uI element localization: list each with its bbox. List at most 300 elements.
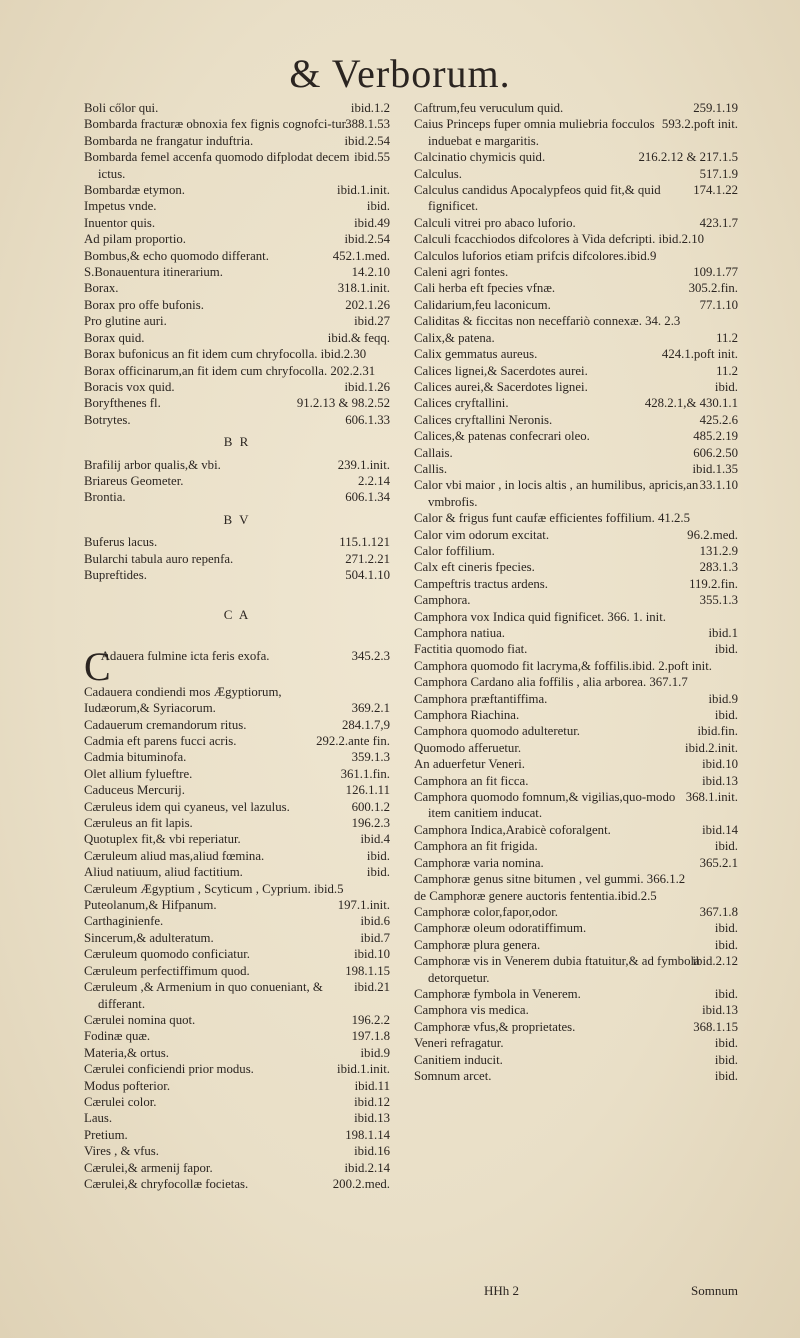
entry-reference: 305.2.fin. <box>688 281 738 296</box>
entry-reference: ibid.9 <box>708 691 738 706</box>
entry-reference: 174.1.22 <box>693 183 738 198</box>
index-entry <box>84 1028 390 1044</box>
right-column <box>414 100 738 1084</box>
entry-text: Borax quid. <box>84 330 145 345</box>
entry-reference: ibid. <box>366 848 390 863</box>
index-entry <box>84 643 390 689</box>
index-entry <box>84 897 390 913</box>
entry-text: Laus. <box>84 1111 113 1126</box>
entry-reference: 359.1.3 <box>351 750 390 765</box>
entry-text: Calix,& patena. <box>414 330 495 345</box>
entry-reference: 239.1.init. <box>337 457 390 472</box>
entry-text: Camphora an fit frigida. <box>414 839 538 854</box>
index-entry <box>414 116 738 149</box>
index-entry <box>414 559 738 575</box>
index-entry <box>84 1160 390 1176</box>
entry-text: Ad pilam proportio. <box>84 232 187 247</box>
index-entry <box>414 346 738 362</box>
entry-reference: ibid.4 <box>360 832 390 847</box>
entry-reference: ibid. <box>714 708 738 723</box>
index-entry <box>414 658 738 674</box>
entry-text: Adauera fulmine icta feris exofa. <box>100 648 270 663</box>
section-heading-bv: B V <box>223 511 251 527</box>
entry-text: Camphoræ plura genera. <box>414 937 541 952</box>
entry-reference: ibid.13 <box>354 1111 390 1126</box>
index-entry <box>84 1045 390 1061</box>
index-entry <box>84 133 390 149</box>
index-entry <box>414 953 738 986</box>
entry-text: Boryfthenes fl. <box>84 396 161 411</box>
index-entry <box>414 888 738 904</box>
entry-text: Cærulei conficiendi prior modus. <box>84 1062 254 1077</box>
entry-text: Camphora an fit ficca. <box>414 773 529 788</box>
index-entry <box>84 831 390 847</box>
entry-text: Factitia quomodo fiat. <box>414 642 528 657</box>
entry-reference: ibid.49 <box>354 215 390 230</box>
entry-text: Bombarda femel accenfa quomodo difplodat decem ictus. <box>84 150 350 181</box>
entry-reference: 606.2.50 <box>693 445 738 460</box>
entry-reference: 504.1.10 <box>345 567 390 582</box>
entry-text: Camphora quomodo adulteretur. <box>414 724 580 739</box>
index-entry <box>84 1143 390 1159</box>
entry-text: Modus pofterior. <box>84 1078 171 1093</box>
entry-reference: 115.1.121 <box>339 535 390 550</box>
entry-text: Bupreftides. <box>84 567 147 582</box>
entry-reference: ibid.2.init. <box>685 740 738 755</box>
entry-text: Calices cryftallini Neronis. <box>414 412 553 427</box>
entry-reference: ibid.9 <box>360 1045 390 1060</box>
entry-text: Campeftris tractus ardens. <box>414 576 548 591</box>
entry-reference: ibid.1.26 <box>344 379 390 394</box>
entry-reference: 196.2.2 <box>351 1012 390 1027</box>
entry-text: Camphora præftantiffima. <box>414 691 548 706</box>
entry-text: Cæruleum ,& Armenium in quo conueniant, & differant. <box>84 980 323 1011</box>
entry-reference: 345.2.3 <box>351 648 390 663</box>
entry-text: Camphoræ vfus,& proprietates. <box>414 1019 576 1034</box>
entry-reference: ibid.7 <box>360 930 390 945</box>
index-entry <box>84 864 390 880</box>
entry-reference: ibid. <box>714 986 738 1001</box>
entry-text: Camphora quomodo fit lacryma,& foffilis.ibid. 2.poft init. <box>414 658 712 673</box>
entry-text: Cali herba eft fpecies vfnæ. <box>414 281 556 296</box>
index-entry <box>84 330 390 346</box>
entry-text: Calculi vitrei pro abaco luforio. <box>414 215 576 230</box>
index-entry <box>414 264 738 280</box>
index-entry <box>414 395 738 411</box>
index-entry <box>414 789 738 822</box>
entry-text: Briareus Geometer. <box>84 473 184 488</box>
entry-text: Camphora Cardano alia foffilis , alia arborea. 367.1.7 <box>414 675 688 690</box>
index-entry <box>84 149 390 182</box>
index-entry <box>84 1127 390 1143</box>
entry-text: Somnum arcet. <box>414 1068 492 1083</box>
index-entry <box>84 733 390 749</box>
entry-text: Camphoræ color,fapor,odor. <box>414 904 558 919</box>
entry-text: Sincerum,& adulteratum. <box>84 930 214 945</box>
entry-reference: ibid. <box>714 937 738 952</box>
index-entry <box>414 920 738 936</box>
index-entry <box>84 551 390 567</box>
entry-reference: ibid.10 <box>702 757 738 772</box>
entry-text: Aliud natiuum, aliud factitium. <box>84 865 243 880</box>
entry-reference: 91.2.13 & 98.2.52 <box>296 396 390 411</box>
entry-text: Cærulei,& armenij fapor. <box>84 1160 213 1175</box>
index-entry <box>84 1094 390 1110</box>
entry-reference: ibid.6 <box>360 914 390 929</box>
entry-reference: 369.2.1 <box>351 701 390 716</box>
index-entry <box>414 1052 738 1068</box>
entry-text: Bombarda ne frangatur induftria. <box>84 133 254 148</box>
entry-text: Bularchi tabula auro repenfa. <box>84 551 234 566</box>
entry-reference: ibid.2.54 <box>344 232 390 247</box>
index-entry <box>414 461 738 477</box>
entry-text: Borax officinarum,an fit idem cum chryfocolla. 202.2.31 <box>84 363 376 378</box>
index-entry <box>84 913 390 929</box>
entry-reference: ibid. <box>366 865 390 880</box>
entry-reference: 452.1.med. <box>332 248 390 263</box>
entry-text: Olet allium fylueftre. <box>84 766 193 781</box>
index-entry <box>84 363 390 379</box>
index-entry <box>84 930 390 946</box>
entry-reference: ibid.1 <box>708 626 738 640</box>
entry-text: Buferus lacus. <box>84 535 158 550</box>
entry-reference: 367.1.8 <box>699 904 738 919</box>
entry-text: Cadauerum cremandorum ritus. <box>84 717 247 732</box>
entry-text: Camphora quomodo fomnum,& vigilias,quo-modo item canitiem inducat. <box>414 790 676 821</box>
index-entry <box>84 1078 390 1094</box>
entry-reference: ibid. <box>714 642 738 657</box>
index-entry <box>84 749 390 765</box>
entry-text: Camphoræ oleum odoratiffimum. <box>414 921 587 936</box>
index-entry <box>84 231 390 247</box>
entry-text: Inuentor quis. <box>84 215 156 230</box>
index-entry <box>84 412 390 428</box>
entry-text: Camphora vis medica. <box>414 1003 529 1018</box>
index-entry <box>414 691 738 707</box>
entry-text: Fodinæ quæ. <box>84 1029 151 1044</box>
entry-reference: ibid.16 <box>354 1144 390 1159</box>
entry-reference: 593.2.poft init. <box>661 117 738 132</box>
entry-text: Camphoræ fymbola in Venerem. <box>414 986 581 1001</box>
entry-text: Calcinatio chymicis quid. <box>414 150 546 165</box>
entry-reference: 368.1.15 <box>693 1019 738 1034</box>
index-entry <box>414 100 738 116</box>
entry-text: Pro glutine auri. <box>84 314 167 329</box>
entry-reference: ibid. <box>366 199 390 214</box>
entry-text: Camphora vox Indica quid fignificet. 366. 1. init. <box>414 609 666 624</box>
entry-reference: ibid.1.2 <box>350 101 390 115</box>
entry-text: Cæruleum perfectiffimum quod. <box>84 963 250 978</box>
entry-reference: ibid. <box>714 921 738 936</box>
entry-text: Cæruleus idem qui cyaneus, vel lazulus. <box>84 799 290 814</box>
entry-reference: 318.1.init. <box>337 281 390 296</box>
index-entry <box>414 625 738 641</box>
left-block-1 <box>84 100 390 428</box>
entry-text: de Camphoræ genere auctoris fententia.ibid.2.5 <box>414 888 657 903</box>
index-entry <box>414 871 738 887</box>
entry-text: Calices lignei,& Sacerdotes aurei. <box>414 363 588 378</box>
entry-reference: 200.2.med. <box>332 1176 390 1191</box>
entry-text: Cadmia eft parens fucci acris. <box>84 734 237 748</box>
index-entry <box>84 1110 390 1126</box>
entry-text: Canitiem inducit. <box>414 1052 503 1067</box>
index-entry <box>414 215 738 231</box>
index-entry <box>84 567 390 583</box>
spacer <box>84 630 390 648</box>
entry-text: S.Bonauentura itinerarium. <box>84 265 223 280</box>
entry-reference: ibid.12 <box>354 1094 390 1109</box>
entry-text: Camphora natiua. <box>414 626 505 640</box>
entry-text: Cærulei color. <box>84 1094 157 1109</box>
entry-reference: ibid.13 <box>702 1003 738 1018</box>
entry-text: Brontia. <box>84 490 126 505</box>
index-entry <box>84 489 390 505</box>
entry-text: Calor foffilium. <box>414 543 495 558</box>
index-entry <box>84 815 390 831</box>
entry-reference: 365.2.1 <box>699 855 738 870</box>
entry-text: Carthaginienfe. <box>84 914 164 929</box>
index-entry <box>84 881 390 897</box>
left-block-ca <box>84 643 390 1193</box>
index-entry <box>84 946 390 962</box>
entry-text: Bombus,& echo quomodo differant. <box>84 248 269 263</box>
entry-reference: ibid.21 <box>354 980 390 995</box>
entry-text: Calices cryftallini. <box>414 396 509 411</box>
catchword: Somnum <box>691 1283 738 1298</box>
entry-reference: 202.1.26 <box>345 297 390 312</box>
entry-reference: ibid.1.init. <box>337 1062 390 1077</box>
entry-text: Bombardæ etymon. <box>84 183 185 198</box>
entry-reference: 292.2.ante fin. <box>316 734 390 748</box>
entry-text: Calidarium,feu laconicum. <box>414 297 551 312</box>
entry-reference: 196.2.3 <box>351 816 390 831</box>
index-entry <box>414 723 738 739</box>
index-entry <box>84 700 390 716</box>
entry-reference: 606.1.34 <box>345 490 390 505</box>
entry-text: Cæruleum quomodo conficiatur. <box>84 947 250 962</box>
entry-reference: ibid. <box>714 1052 738 1067</box>
entry-text: Puteolanum,& Hifpanum. <box>84 898 217 913</box>
entry-reference: ibid. <box>714 1068 738 1083</box>
entry-reference: 425.2.6 <box>699 412 738 427</box>
entry-reference: ibid.& feqq. <box>327 330 390 345</box>
index-entry <box>414 510 738 526</box>
entry-reference: 109.1.77 <box>693 265 738 280</box>
entry-text: Borax pro offe bufonis. <box>84 297 204 312</box>
entry-reference: 423.1.7 <box>699 215 738 230</box>
entry-reference: ibid. <box>714 839 738 854</box>
entry-reference: 368.1.init. <box>685 790 738 805</box>
entry-text: Calx eft cineris fpecies. <box>414 560 535 575</box>
index-entry <box>414 838 738 854</box>
entry-text: Borax bufonicus an fit idem cum chryfocolla. ibid.2.30 <box>84 347 367 362</box>
entry-reference: 119.2.fin. <box>689 576 738 591</box>
entry-text: Calices,& patenas confecrari oleo. <box>414 429 590 444</box>
index-entry <box>414 428 738 444</box>
index-entry <box>84 248 390 264</box>
index-entry <box>84 313 390 329</box>
entry-text: Caftrum,feu veruculum quid. <box>414 101 564 115</box>
index-entry <box>414 363 738 379</box>
entry-text: Cadmia bituminofa. <box>84 750 187 765</box>
index-entry <box>414 527 738 543</box>
entry-text: Materia,& ortus. <box>84 1045 169 1060</box>
entry-text: Botrytes. <box>84 412 131 427</box>
entry-reference: 11.2 <box>716 330 738 345</box>
index-entry <box>414 740 738 756</box>
index-entry <box>84 848 390 864</box>
index-entry <box>414 149 738 165</box>
entry-text: Caius Princeps fuper omnia muliebria focculos induebat e margaritis. <box>414 117 655 148</box>
entry-reference: 600.1.2 <box>351 799 390 814</box>
entry-reference: 198.1.15 <box>345 963 390 978</box>
index-entry <box>84 100 390 116</box>
entry-text: An aduerfetur Veneri. <box>414 757 525 772</box>
entry-text: Calor & frigus funt caufæ efficientes foffilium. 41.2.5 <box>414 511 691 526</box>
entry-text: Calor vim odorum excitat. <box>414 527 550 542</box>
entry-reference: 428.2.1,& 430.1.1 <box>644 396 738 411</box>
index-entry <box>84 215 390 231</box>
index-entry <box>84 395 390 411</box>
entry-text: Callais. <box>414 445 453 460</box>
index-entry <box>84 766 390 782</box>
entry-text: Boracis vox quid. <box>84 379 175 394</box>
entry-text: Quotuplex fit,& vbi reperiatur. <box>84 832 241 847</box>
entry-text: Calices aurei,& Sacerdotes lignei. <box>414 379 588 394</box>
index-entry <box>84 684 390 700</box>
entry-reference: 77.1.10 <box>699 297 738 312</box>
entry-text: Caduceus Mercurij. <box>84 783 185 798</box>
index-entry <box>414 986 738 1002</box>
entry-text: Cæruleus an fit lapis. <box>84 816 193 831</box>
index-entry <box>414 756 738 772</box>
entry-reference: ibid.11 <box>354 1078 390 1093</box>
entry-text: Iudæorum,& Syriacorum. <box>84 701 216 716</box>
index-entry <box>84 264 390 280</box>
entry-reference: ibid.13 <box>702 773 738 788</box>
entry-text: Bombarda fracturæ obnoxia fex fignis cognofci-tur. <box>84 117 349 132</box>
entry-reference: 11.2 <box>716 363 738 378</box>
entry-text: Calor vbi maior , in locis altis , an humilibus, apricis,an vmbrofis. <box>414 478 699 509</box>
entry-reference: 517.1.9 <box>699 166 738 181</box>
index-entry <box>84 198 390 214</box>
index-entry <box>414 248 738 264</box>
entry-text: Caliditas & ficcitas non neceffariò connexæ. 34. 2.3 <box>414 314 681 329</box>
entry-reference: ibid.27 <box>354 314 390 329</box>
entry-text: Calix gemmatus aureus. <box>414 347 538 362</box>
index-entry <box>414 855 738 871</box>
index-entry <box>414 674 738 690</box>
index-entry <box>84 1012 390 1028</box>
entry-reference: ibid. <box>714 1036 738 1051</box>
index-entry <box>414 609 738 625</box>
index-entry <box>414 297 738 313</box>
entry-text: Camphoræ varia nomina. <box>414 855 544 870</box>
index-entry <box>84 799 390 815</box>
entry-reference: ibid. <box>714 379 738 394</box>
index-entry <box>414 592 738 608</box>
left-block-br <box>84 457 390 506</box>
entry-reference: 284.1.7,9 <box>342 717 390 732</box>
index-entry <box>414 231 738 247</box>
entry-text: Cærulei,& chryfocollæ focietas. <box>84 1176 249 1191</box>
entry-reference: ibid.fin. <box>697 724 738 739</box>
index-entry <box>414 477 738 510</box>
entry-text: Cadauera condiendi mos Ægyptiorum, <box>84 684 282 699</box>
entry-text: Quomodo afferuetur. <box>414 740 522 755</box>
index-entry <box>84 182 390 198</box>
index-entry <box>84 116 390 132</box>
index-entry <box>414 576 738 592</box>
entry-text: Boli cőlor qui. <box>84 101 159 115</box>
entry-reference: ibid.10 <box>354 947 390 962</box>
entry-text: Calculi fcacchiodos difcolores à Vida defcripti. ibid.2.10 <box>414 232 705 247</box>
drop-cap: C <box>84 643 111 689</box>
entry-reference: ibid.2.54 <box>344 133 390 148</box>
index-entry <box>84 473 390 489</box>
index-entry <box>84 346 390 362</box>
entry-reference: 2.2.14 <box>358 473 390 488</box>
index-entry <box>414 445 738 461</box>
entry-reference: ibid.1.init. <box>337 183 390 198</box>
index-entry <box>414 330 738 346</box>
entry-reference: 131.2.9 <box>699 543 738 558</box>
entry-text: Camphoræ vis in Venerem dubia ftatuitur,& ad fymbola detorquetur. <box>414 954 700 985</box>
entry-text: Caleni agri fontes. <box>414 265 509 280</box>
index-entry <box>414 1068 738 1084</box>
index-entry <box>84 297 390 313</box>
index-entry <box>414 182 738 215</box>
entry-reference: 424.1.poft init. <box>661 347 738 362</box>
entry-text: Vires , & vfus. <box>84 1144 159 1159</box>
entry-text: Impetus vnde. <box>84 199 157 214</box>
entry-text: Pretium. <box>84 1127 128 1142</box>
entry-text: Camphoræ genus sitne bitumen , vel gummi. 366.1.2 <box>414 872 686 887</box>
entry-reference: 388.1.53 <box>345 117 390 132</box>
entry-reference: ibid.2.14 <box>344 1160 390 1175</box>
signature-mark: HHh 2 <box>484 1283 520 1298</box>
entry-text: Veneri refragatur. <box>414 1036 504 1051</box>
entry-reference: 197.1.8 <box>351 1029 390 1044</box>
entry-text: Borax. <box>84 281 119 296</box>
index-entry <box>84 534 390 550</box>
entry-reference: 485.2.19 <box>693 429 738 444</box>
entry-reference: ibid.14 <box>702 822 738 837</box>
entry-text: Camphora Indica,Arabicè coforalgent. <box>414 822 611 837</box>
index-entry <box>414 707 738 723</box>
entry-reference: 355.1.3 <box>699 593 738 608</box>
index-entry <box>414 904 738 920</box>
index-entry <box>414 280 738 296</box>
entry-reference: 126.1.11 <box>345 783 390 798</box>
entry-reference: 33.1.10 <box>699 478 738 493</box>
entry-text: Camphora Riachina. <box>414 708 520 723</box>
entry-reference: ibid.1.35 <box>692 461 738 476</box>
index-entry <box>414 166 738 182</box>
index-entry <box>414 1035 738 1051</box>
section-heading-ca: C A <box>223 607 251 623</box>
entry-text: Callis. <box>414 461 448 476</box>
index-entry <box>84 963 390 979</box>
entry-reference: 216.2.12 & 217.1.5 <box>638 150 738 165</box>
index-entry <box>84 379 390 395</box>
entry-text: Calculos luforios etiam prifcis difcolores.ibid.9 <box>414 248 657 263</box>
index-entry <box>414 641 738 657</box>
index-entry <box>414 313 738 329</box>
index-entry <box>84 1176 390 1192</box>
entry-text: Cæruleum Ægyptium , Scyticum , Cyprium. ibid.5 <box>84 881 344 896</box>
left-column <box>84 100 390 1192</box>
